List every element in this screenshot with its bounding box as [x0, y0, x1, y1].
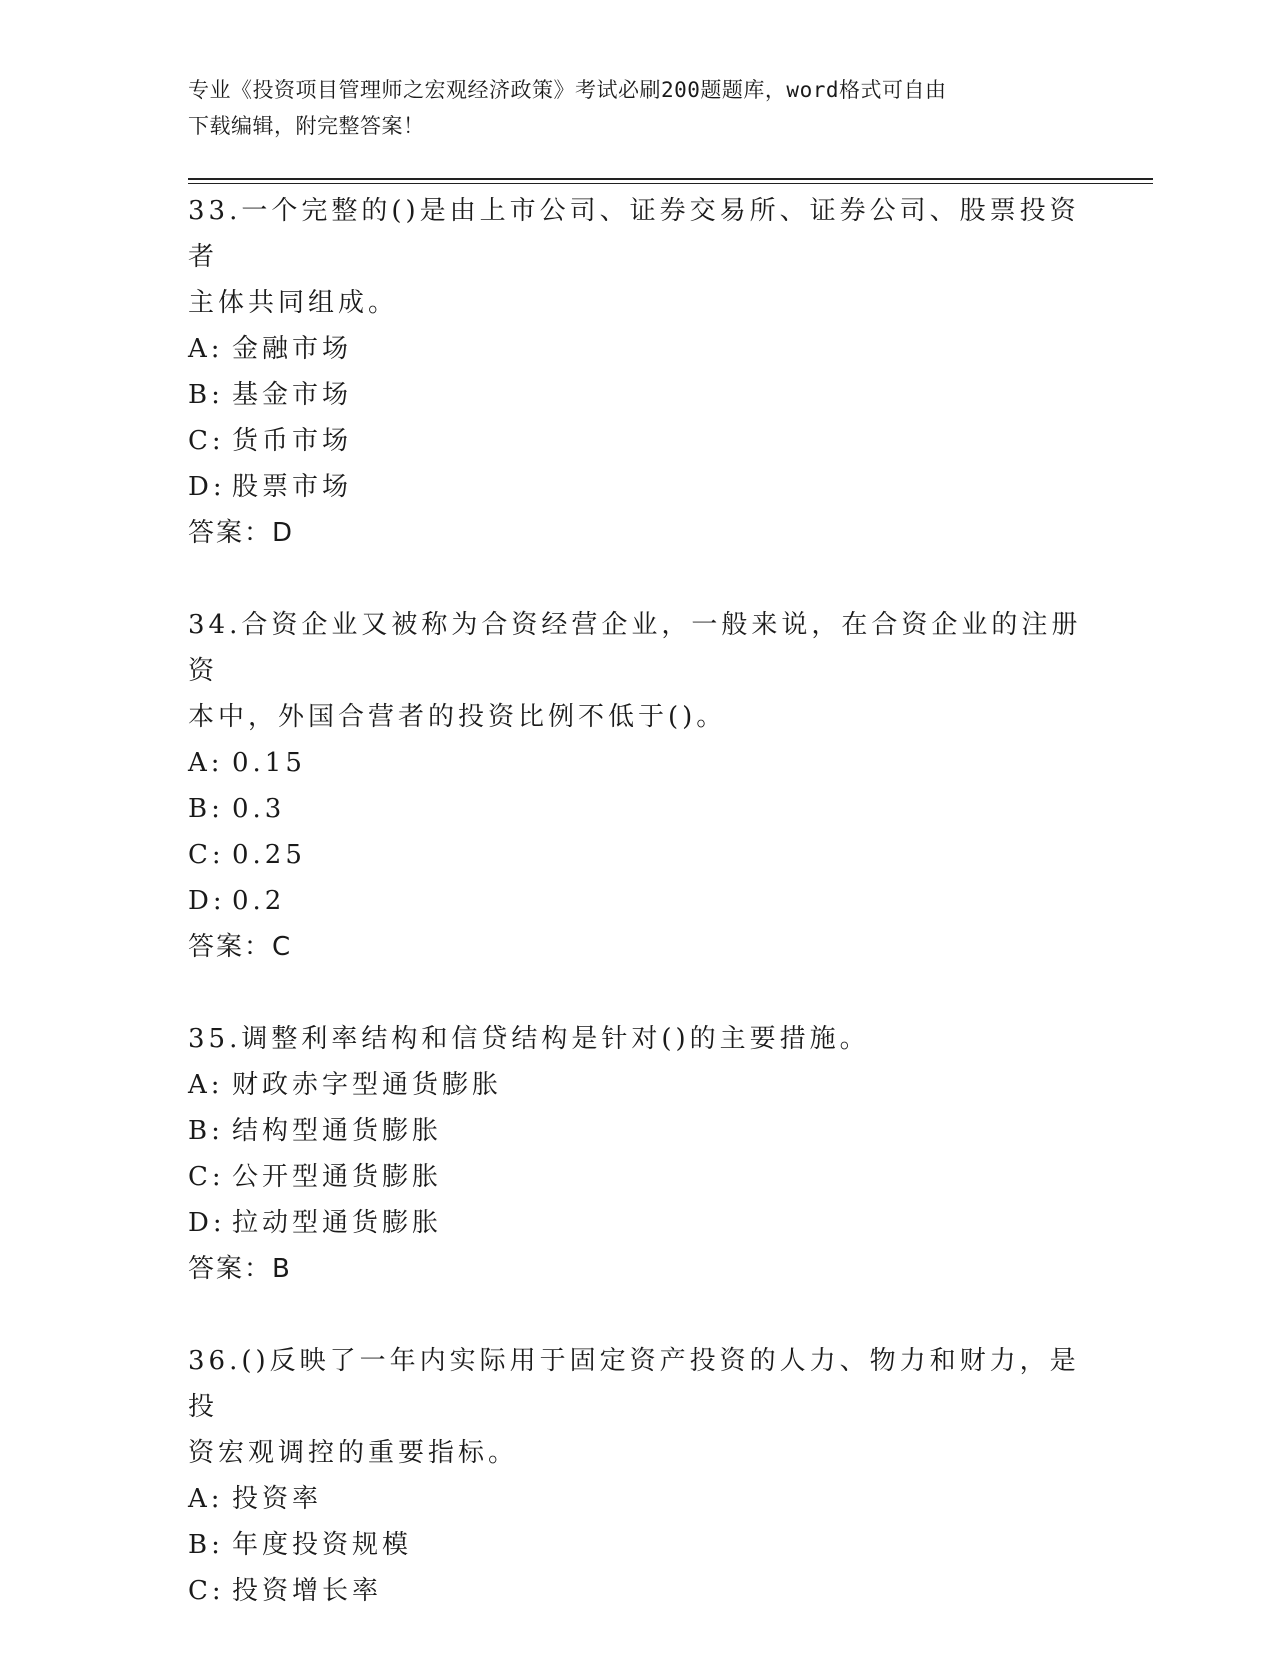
option-b [188, 1522, 1088, 1568]
question-text-line-1: 34.合资企业又被称为合资经营企业，一般来说，在合资企业的注册资 [188, 610, 1082, 686]
option-text: 金融市场 [232, 334, 353, 364]
option-d [188, 878, 1088, 924]
option-c [188, 1568, 1088, 1614]
option-letter: C: [188, 840, 225, 870]
option-d [188, 1200, 1088, 1246]
question-34 [188, 602, 1088, 970]
option-letter: A: [188, 748, 224, 778]
option-letter: A: [188, 334, 224, 364]
option-a [188, 740, 1088, 786]
option-letter: A: [188, 1070, 224, 1100]
option-text: 0.2 [232, 886, 286, 916]
option-d [188, 464, 1088, 510]
option-a [188, 326, 1088, 372]
question-text-line-2: 主体共同组成。 [188, 288, 399, 318]
option-letter: C: [188, 1576, 225, 1606]
option-a [188, 1476, 1088, 1522]
option-a [188, 1062, 1088, 1108]
header-line-2: 下载编辑，附完整答案！ [188, 114, 425, 138]
option-text: 拉动型通货膨胀 [232, 1208, 443, 1238]
option-c [188, 418, 1088, 464]
option-letter: D: [188, 886, 226, 916]
header-divider-thin [188, 183, 1153, 184]
option-b [188, 372, 1088, 418]
option-text: 基金市场 [232, 380, 353, 410]
option-text: 结构型通货膨胀 [232, 1116, 443, 1146]
question-text-line-1: 36.()反映了一年内实际用于固定资产投资的人力、物力和财力，是投 [188, 1346, 1080, 1422]
option-c [188, 832, 1088, 878]
option-text: 投资增长率 [232, 1576, 383, 1606]
option-letter: D: [188, 1208, 226, 1238]
question-36 [188, 1338, 1088, 1614]
question-text-line-1: 33.一个完整的()是由上市公司、证券交易所、证券公司、股票投资者 [188, 196, 1080, 272]
header-divider-thick [188, 178, 1153, 180]
document-header [188, 72, 1068, 144]
answer-line: 答案：D [188, 518, 295, 548]
option-letter: B: [188, 1116, 224, 1146]
option-letter: B: [188, 794, 224, 824]
option-text: 货币市场 [232, 426, 353, 456]
answer-line: 答案：B [188, 1254, 292, 1284]
answer-line: 答案：C [188, 932, 293, 962]
option-letter: B: [188, 380, 224, 410]
header-line-1: 专业《投资项目管理师之宏观经济政策》考试必刷200题题库，word格式可自由 [188, 78, 947, 102]
question-text-line-1: 35.调整利率结构和信贷结构是针对()的主要措施。 [188, 1024, 870, 1054]
option-text: 公开型通货膨胀 [232, 1162, 443, 1192]
option-b [188, 1108, 1088, 1154]
question-text-line-2: 资宏观调控的重要指标。 [188, 1438, 519, 1468]
option-text: 投资率 [232, 1484, 323, 1514]
option-letter: A: [188, 1484, 224, 1514]
option-b [188, 786, 1088, 832]
option-letter: C: [188, 1162, 225, 1192]
option-text: 股票市场 [232, 472, 353, 502]
question-list [188, 188, 1088, 1660]
option-text: 财政赤字型通货膨胀 [232, 1070, 503, 1100]
option-text: 年度投资规模 [232, 1530, 413, 1560]
option-c [188, 1154, 1088, 1200]
option-letter: B: [188, 1530, 224, 1560]
question-text-line-2: 本中，外国合营者的投资比例不低于()。 [188, 702, 727, 732]
option-letter: D: [188, 472, 226, 502]
option-letter: C: [188, 426, 225, 456]
option-text: 0.25 [232, 840, 306, 870]
question-33 [188, 188, 1088, 556]
question-35 [188, 1016, 1088, 1292]
option-text: 0.3 [232, 794, 286, 824]
option-text: 0.15 [232, 748, 306, 778]
